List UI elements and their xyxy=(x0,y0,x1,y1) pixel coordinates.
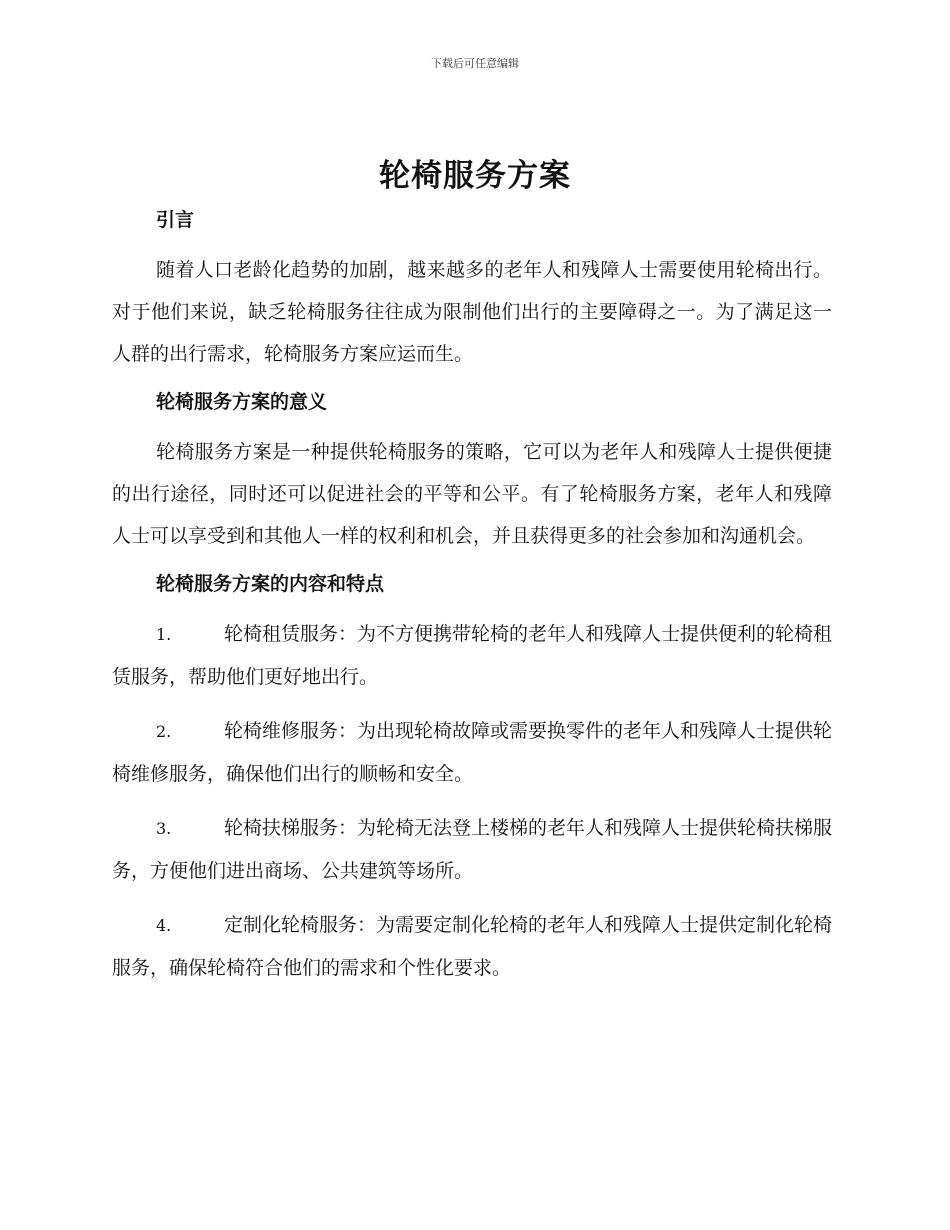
list-item-number: 2. xyxy=(156,722,172,741)
header-note: 下载后可任意编辑 xyxy=(431,57,519,70)
list-item-text: 轮椅扶梯服务：为轮椅无法登上楼梯的老年人和残障人士提供轮椅扶梯服务，方便他们进出商场、公共建筑等场所。 xyxy=(112,817,833,882)
list-item-text: 轮椅维修服务：为出现轮椅故障或需要换零件的老年人和残障人士提供轮椅维修服务，确保他们出行的顺畅和安全。 xyxy=(112,720,833,785)
meaning-paragraph: 轮椅服务方案是一种提供轮椅服务的策略，它可以为老年人和残障人士提供便捷的出行途径，同时还可以促进社会的平等和公平。有了轮椅服务方案，老年人和残障人士可以享受到和其他人一样的权利和机会，并且获得更多的社会参加和沟通机会。 xyxy=(112,441,832,547)
list-item xyxy=(112,710,832,795)
list-item xyxy=(112,807,832,892)
section-heading-intro: 引言 xyxy=(156,209,195,231)
list-item-number: 1. xyxy=(156,625,172,644)
section-heading-meaning: 轮椅服务方案的意义 xyxy=(156,391,328,413)
document-body xyxy=(112,200,832,989)
list-item-number: 4. xyxy=(156,916,172,935)
list-item-text: 定制化轮椅服务：为需要定制化轮椅的老年人和残障人士提供定制化轮椅服务，确保轮椅符合他们的需求和个性化要求。 xyxy=(112,914,833,979)
intro-paragraph: 随着人口老龄化趋势的加剧，越来越多的老年人和残障人士需要使用轮椅出行。对于他们来说，缺乏轮椅服务往往成为限制他们出行的主要障碍之一。为了满足这一人群的出行需求，轮椅服务方案应运而生。 xyxy=(112,259,832,365)
list-item xyxy=(112,904,832,989)
list-item xyxy=(112,613,832,698)
section-heading-content: 轮椅服务方案的内容和特点 xyxy=(156,573,385,595)
document-title: 轮椅服务方案 xyxy=(379,158,571,194)
list-item-text: 轮椅租赁服务：为不方便携带轮椅的老年人和残障人士提供便利的轮椅租赁服务，帮助他们更好地出行。 xyxy=(112,623,833,688)
list-item-number: 3. xyxy=(156,819,172,838)
